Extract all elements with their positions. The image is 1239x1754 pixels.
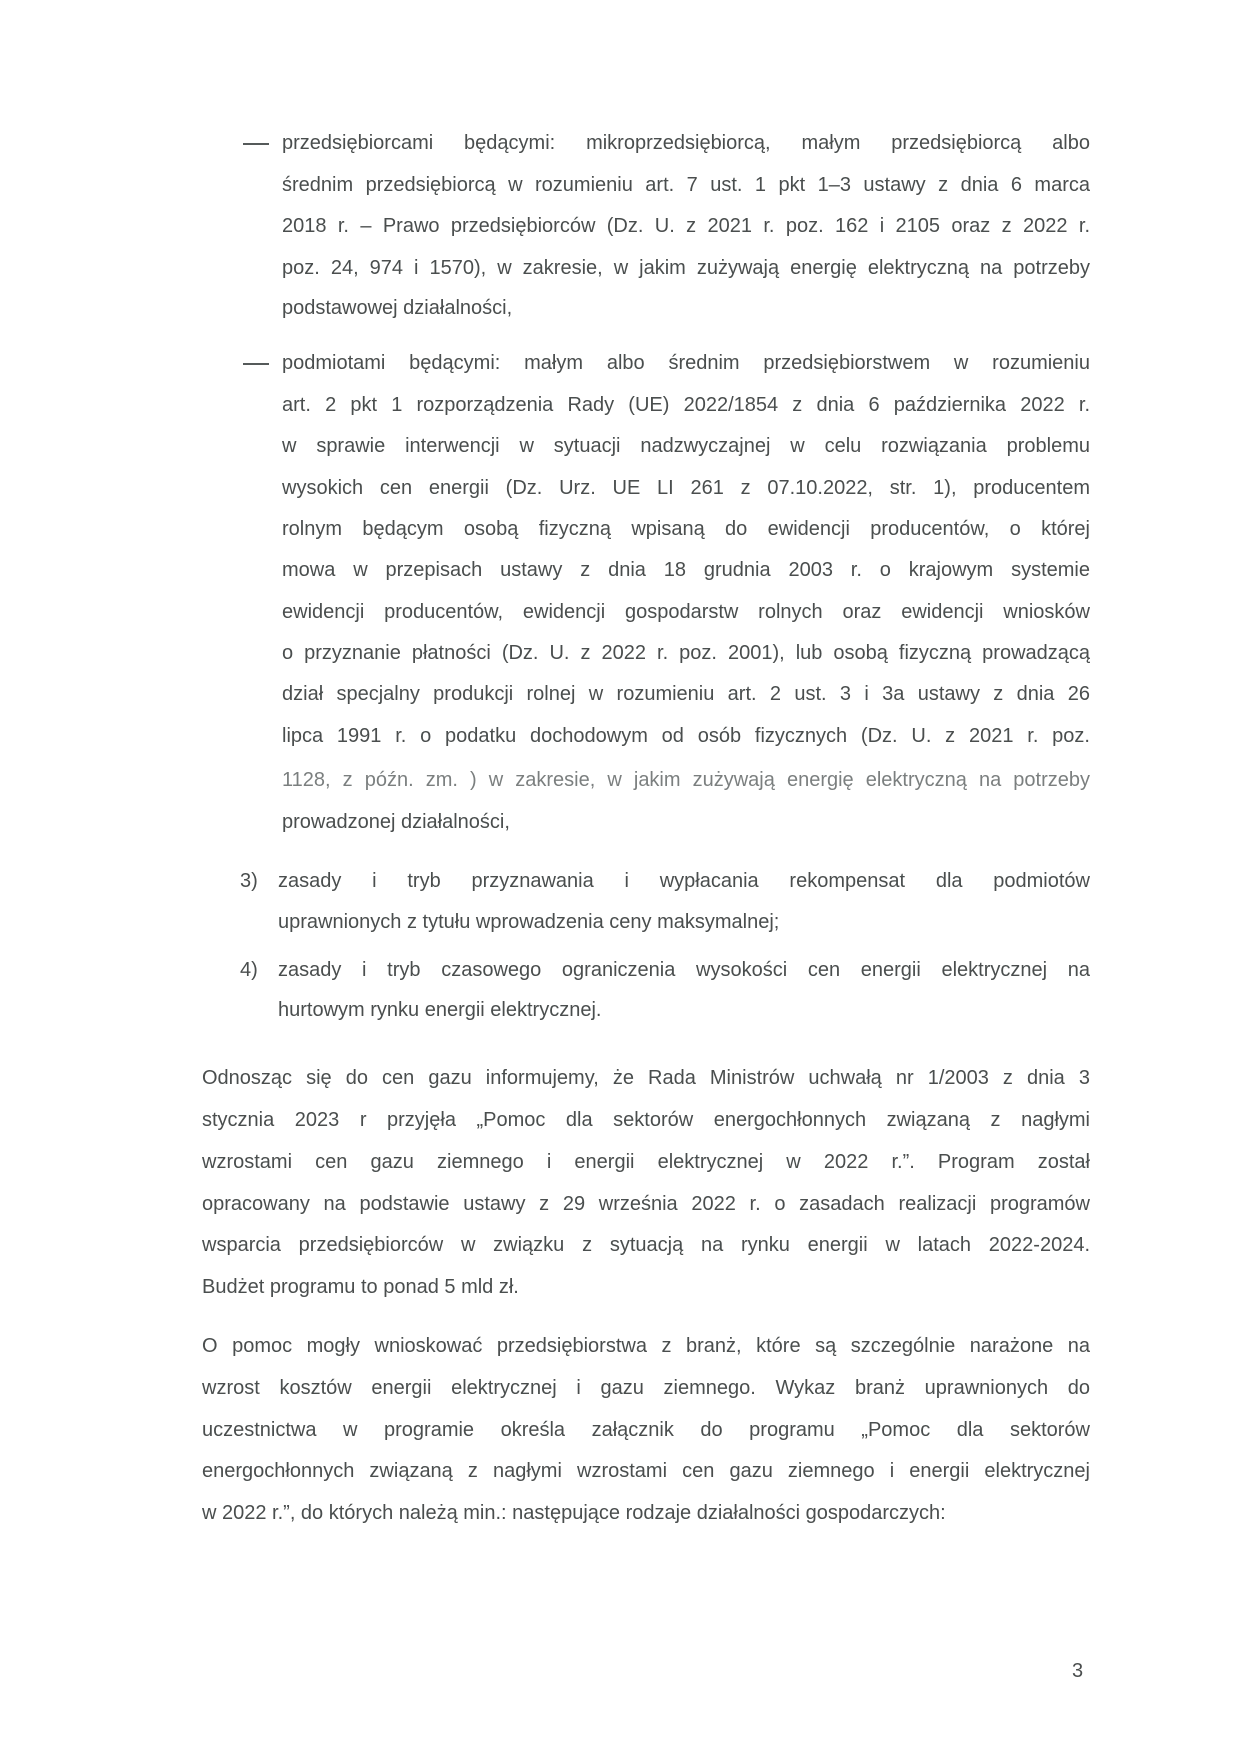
text-line: 1128, z późn. zm. ) w zakresie, w jakim zużywają energię elektryczną na potrzeby <box>282 769 1090 791</box>
text-line: o przyznanie płatności (Dz. U. z 2022 r. poz. 2001), lub osobą fizyczną prowadzącą <box>282 642 1090 664</box>
text-line: energochłonnych związaną z nagłymi wzrostami cen gazu ziemnego i energii elektrycznej <box>202 1460 1090 1482</box>
text-line: uczestnictwa w programie określa załącznik do programu „Pomoc dla sektorów <box>202 1419 1090 1441</box>
text-line: ewidencji producentów, ewidencji gospodarstw rolnych oraz ewidencji wniosków <box>282 601 1090 623</box>
text-line: zasady i tryb przyznawania i wypłacania rekompensat dla podmiotów <box>278 870 1090 892</box>
text-line: w sprawie interwencji w sytuacji nadzwyczajnej w celu rozwiązania problemu <box>282 435 1090 457</box>
list-marker: 3) <box>240 870 258 892</box>
text-line: lipca 1991 r. o podatku dochodowym od osób fizycznych (Dz. U. z 2021 r. poz. <box>282 725 1090 747</box>
dash-bullet-icon <box>243 363 269 365</box>
text-line: wysokich cen energii (Dz. Urz. UE LI 261 z 07.10.2022, str. 1), producentem <box>282 477 1090 499</box>
text-line: rolnym będącym osobą fizyczną wpisaną do ewidencji producentów, o której <box>282 518 1090 540</box>
text-line: stycznia 2023 r przyjęła „Pomoc dla sektorów energochłonnych związaną z nagłymi <box>202 1109 1090 1131</box>
text-line: Odnosząc się do cen gazu informujemy, że Rada Ministrów uchwałą nr 1/2003 z dnia 3 <box>202 1067 1090 1089</box>
text-line: wzrostami cen gazu ziemnego i energii elektrycznej w 2022 r.”. Program został <box>202 1151 1090 1173</box>
text-line: dział specjalny produkcji rolnej w rozumieniu art. 2 ust. 3 i 3a ustawy z dnia 26 <box>282 683 1090 705</box>
text-line: prowadzonej działalności, <box>282 811 510 833</box>
text-line: Budżet programu to ponad 5 mld zł. <box>202 1276 519 1298</box>
text-line: 2018 r. – Prawo przedsiębiorców (Dz. U. z 2021 r. poz. 162 i 2105 oraz z 2022 r. <box>282 215 1090 237</box>
text-line: przedsiębiorcami będącymi: mikroprzedsiębiorcą, małym przedsiębiorcą albo <box>282 132 1090 154</box>
text-line: mowa w przepisach ustawy z dnia 18 grudnia 2003 r. o krajowym systemie <box>282 559 1090 581</box>
text-line: opracowany na podstawie ustawy z 29 września 2022 r. o zasadach realizacji programów <box>202 1193 1090 1215</box>
text-line: podmiotami będącymi: małym albo średnim przedsiębiorstwem w rozumieniu <box>282 352 1090 374</box>
text-line: uprawnionych z tytułu wprowadzenia ceny maksymalnej; <box>278 911 780 933</box>
text-line: hurtowym rynku energii elektrycznej. <box>278 999 602 1021</box>
text-line: wsparcia przedsiębiorców w związku z sytuacją na rynku energii w latach 2022-2024. <box>202 1234 1090 1256</box>
text-line: zasady i tryb czasowego ograniczenia wysokości cen energii elektrycznej na <box>278 959 1090 981</box>
text-line: podstawowej działalności, <box>282 297 513 319</box>
list-marker: 4) <box>240 959 258 981</box>
text-line: w 2022 r.”, do których należą min.: następujące rodzaje działalności gospodarczych: <box>202 1502 946 1524</box>
text-line: średnim przedsiębiorcą w rozumieniu art. 7 ust. 1 pkt 1–3 ustawy z dnia 6 marca <box>282 174 1090 196</box>
text-line: poz. 24, 974 i 1570), w zakresie, w jakim zużywają energię elektryczną na potrzeby <box>282 257 1090 279</box>
page-number: 3 <box>1072 1660 1084 1682</box>
text-line: O pomoc mogły wnioskować przedsiębiorstwa z branż, które są szczególnie narażone na <box>202 1335 1090 1357</box>
dash-bullet-icon <box>243 143 269 145</box>
text-line: art. 2 pkt 1 rozporządzenia Rady (UE) 2022/1854 z dnia 6 października 2022 r. <box>282 394 1090 416</box>
text-line: wzrost kosztów energii elektrycznej i gazu ziemnego. Wykaz branż uprawnionych do <box>202 1377 1090 1399</box>
